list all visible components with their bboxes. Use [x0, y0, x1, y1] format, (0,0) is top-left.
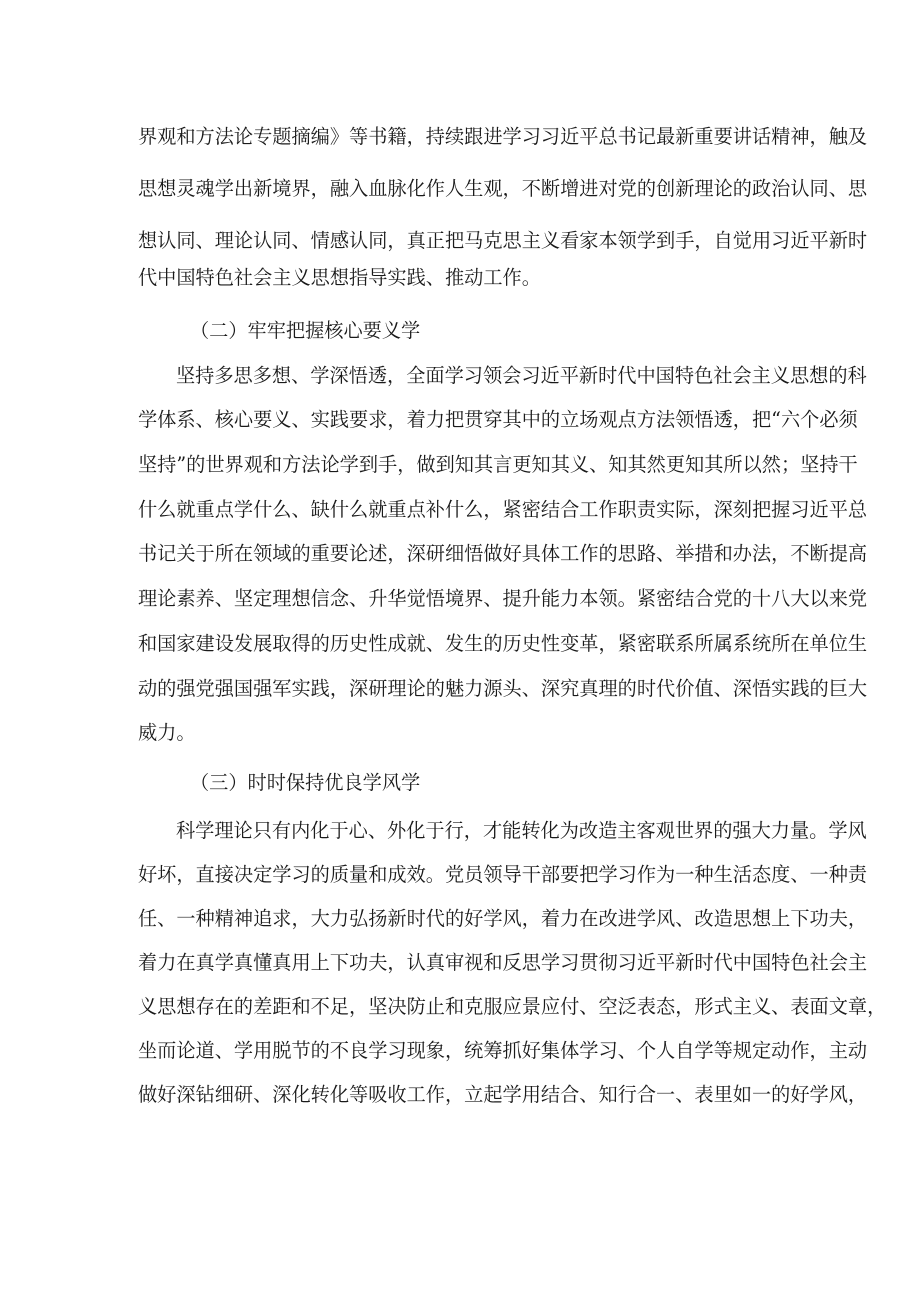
paragraph-line: 做好深钻细研、深化转化等吸收工作，立起学用结合、知行合一、表里如一的好学风，	[138, 1083, 868, 1106]
paragraph-line: 思想灵魂学出新境界，融入血脉化作人生观，不断增进对党的创新理论的政治认同、思	[138, 177, 868, 200]
paragraph-line: 着力在真学真懂真用上下功夫，认真审视和反思学习贯彻习近平新时代中国特色社会主	[138, 951, 868, 974]
paragraph-line: 威力。	[138, 721, 196, 744]
paragraph-line: 科学理论只有内化于心、外化于行，才能转化为改造主客观世界的强大力量。学风	[176, 819, 867, 842]
paragraph-line: 想认同、理论认同、情感认同，真正把马克思主义看家本领学到手，自觉用习近平新时	[138, 229, 868, 252]
paragraph-line: 书记关于所在领域的重要论述，深研细悟做好具体工作的思路、举措和办法，不断提高	[138, 542, 868, 565]
paragraph-line: 坚持多思多想、学深悟透，全面学习领会习近平新时代中国特色社会主义思想的科	[176, 364, 867, 387]
paragraph-line: 界观和方法论专题摘编》等书籍，持续跟进学习习近平总书记最新重要讲话精神，触及	[138, 125, 868, 148]
paragraph-line: 和国家建设发展取得的历史性成就、发生的历史性变革，紧密联系所属系统所在单位生	[138, 632, 868, 655]
paragraph-line: 坚持”的世界观和方法论学到手，做到知其言更知其义、知其然更知其所以然；坚持干	[138, 453, 858, 476]
section-heading: （二）牢牢把握核心要义学	[190, 319, 421, 342]
paragraph-line: 义思想存在的差距和不足，坚决防止和克服应景应付、空泛表态，形式主义、表面文章，	[138, 995, 887, 1018]
paragraph-line: 代中国特色社会主义思想指导实践、推动工作。	[138, 266, 541, 289]
section-heading: （三）时时保持优良学风学	[190, 771, 421, 794]
paragraph-line: 理论素养、坚定理想信念、升华觉悟境界、提升能力本领。紧密结合党的十八大以来党	[138, 587, 868, 610]
paragraph-line: 什么就重点学什么、缺什么就重点补什么，紧密结合工作职责实际，深刻把握习近平总	[138, 498, 868, 521]
paragraph-line: 学体系、核心要义、实践要求，着力把贯穿其中的立场观点方法领悟透，把“六个必须	[138, 408, 858, 431]
paragraph-line: 动的强党强国强军实践，深研理论的魅力源头、深究真理的时代价值、深悟实践的巨大	[138, 677, 868, 700]
paragraph-line: 任、一种精神追求，大力弘扬新时代的好学风，着力在改进学风、改造思想上下功夫，	[138, 907, 868, 930]
paragraph-line: 好坏，直接决定学习的质量和成效。党员领导干部要把学习作为一种生活态度、一种责	[138, 863, 868, 886]
paragraph-line: 坐而论道、学用脱节的不良学习现象，统筹抓好集体学习、个人自学等规定动作，主动	[138, 1039, 868, 1062]
